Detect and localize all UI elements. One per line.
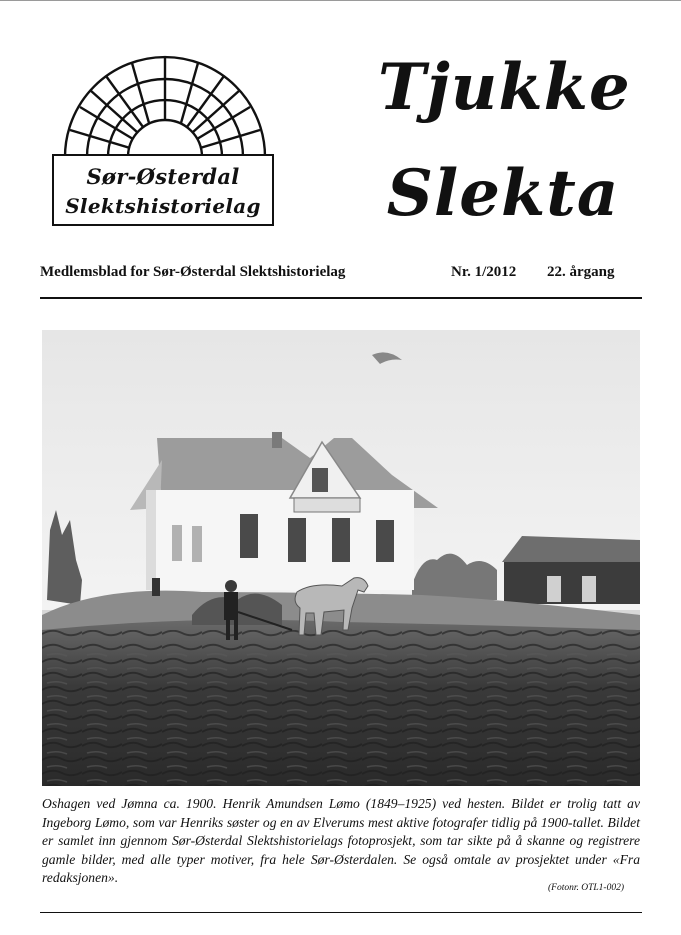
- top-border: [0, 0, 681, 1]
- logo-text-line1: Sør-Østerdal: [86, 164, 240, 189]
- volume-label: 22. årgang: [547, 264, 615, 280]
- photo-credit: (Fotonr. OTL1-002): [548, 883, 625, 893]
- magazine-title-line2: Slekta: [386, 156, 620, 231]
- farmhouse-photo-illustration: [42, 330, 640, 786]
- magazine-title-line1: Tjukke: [378, 50, 631, 125]
- publication-subtitle: Medlemsblad for Sør-Østerdal Slektshistorielag: [40, 264, 346, 280]
- society-logo: [50, 52, 280, 232]
- sunburst-arch-icon: [50, 52, 280, 162]
- cover-photo: [42, 330, 640, 786]
- footer-divider: [40, 912, 642, 913]
- logo-text-line2: Slektshistorielag: [65, 194, 261, 218]
- photo-caption: Oshagen ved Jømna ca. 1900. Henrik Amundsen Lømo (1849–1925) ved hesten. Bildet er trolig tatt av Ingeborg Lømo, som var Henriks søster og en av Elverums mest aktive fotografer tidlig på 1900-tallet. Bildet er samlet inn gjennom Sør-Østerdal Slektshistorielags fotoprosjekt, som tar sikte på å skanne og registrere gamle bilder, med alle typer motiver, fra hele Sør-Østerdalen. Se også omtale av prosjektet under «Fra redaksjonen».: [42, 796, 640, 885]
- logo-nameplate: [52, 154, 274, 226]
- issue-number: Nr. 1/2012: [451, 264, 517, 280]
- header-divider: [40, 297, 642, 299]
